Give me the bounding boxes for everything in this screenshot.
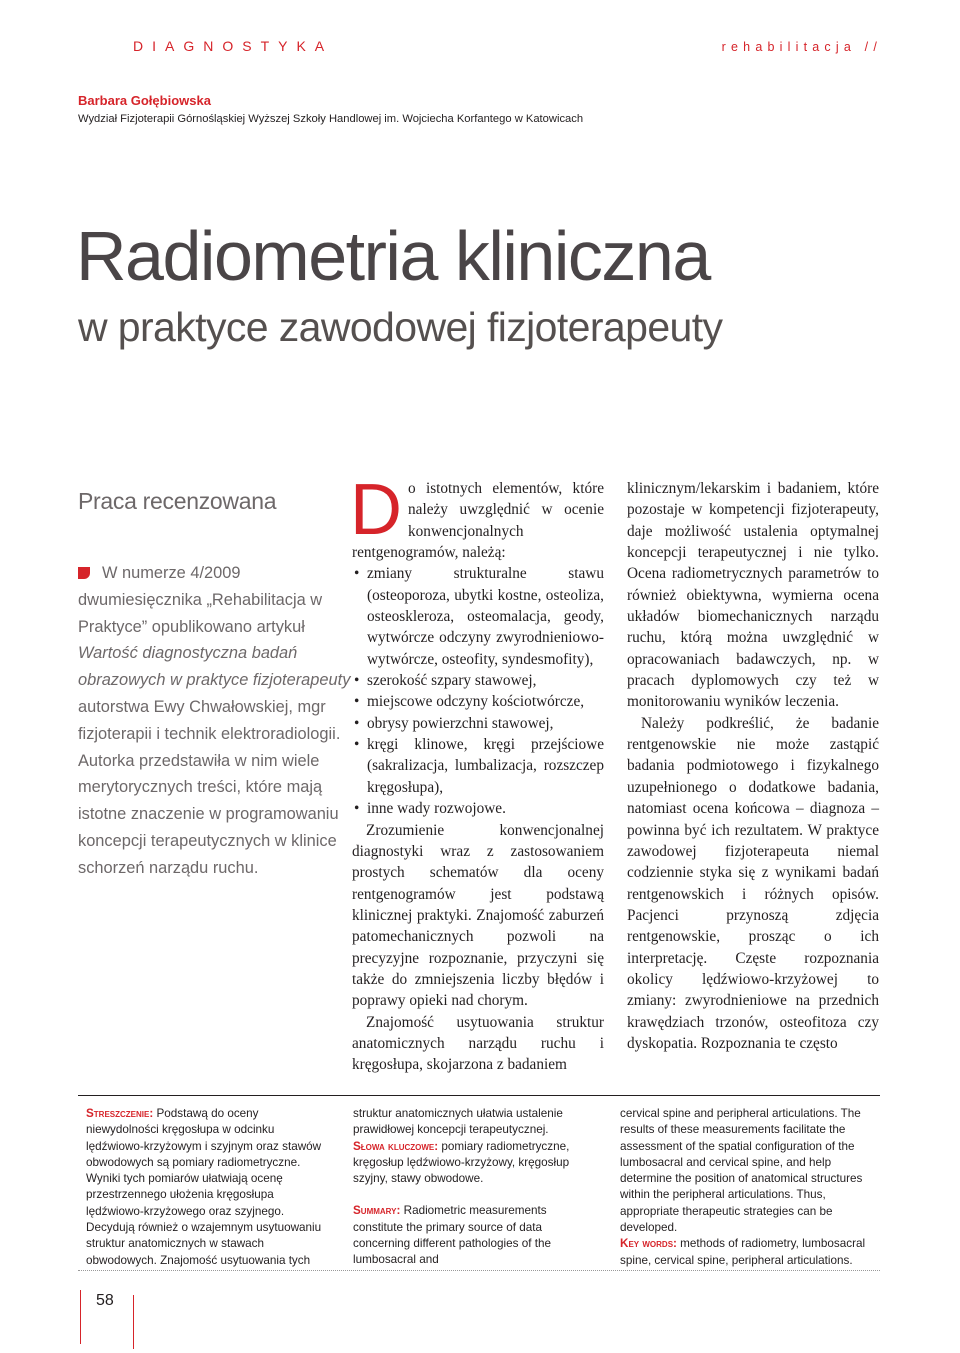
- body-paragraph: Znajomość usytuowania struktur anatomicznych narządu ruchu i kręgosłupa, skojarzona z badaniem: [352, 1013, 604, 1074]
- abstract-divider: [78, 1095, 880, 1096]
- section-label: DIAGNOSTYKA: [133, 38, 334, 54]
- journal-label: rehabilitacja //: [721, 40, 882, 54]
- list-item: • inne wady rozwojowe.: [352, 798, 604, 819]
- body-column-2: [350, 470, 604, 1076]
- lead-paragraph: [78, 560, 358, 882]
- list-item: • zmiany strukturalne stawu (osteoporoza, ubytki kostne, osteoliza, osteoskleroza, osteomalacja, geody, wytwórcze odczyny zwyrodnieniowo-wytwórcze, osteofity, syndesmofity),: [352, 563, 604, 670]
- streszczenie-text: Podstawą do oceny niewydolności kręgosłupa w odcinku lędźwiowo-krzyżowym i szyjnym oraz stawów obwodowych są pomiary radiometryczne. Wyniki tych pomiarów ułatwiają ocenę przestrzennego ułożenia kręgosłupa lędźwiowo-krzyżowego oraz szyjnego. Decydują również o wzajemnym usytuowaniu struktur anatomicznych w stawach obwodowych. Znajomość usytuowania tych: [86, 1107, 322, 1267]
- intro-paragraph: [350, 470, 604, 563]
- body-column-3: [627, 478, 879, 1054]
- article-title: Radiometria kliniczna: [76, 217, 710, 295]
- red-square-icon: [78, 567, 90, 579]
- key-words-text: methods of radiometry, lumbosacral spine, cervical spine, peripheral articulations.: [620, 1237, 866, 1267]
- slowa-kluczowe-label: Słowa kluczowe:: [353, 1139, 439, 1153]
- body-paragraph: Należy podkreślić, że badanie rentgenowskie nie może zastąpić badania podmiotowego i fizykalnego uzupełnionego o dodatkowe badania, natomiast ocena końcowa – diagnoza – powinna być ich rezultatem. W praktyce zawodowej fizjoterapeuta niemal codziennie styka się z wynikami badań rentgenowskich i różnych opisów. Pacjenci przynoszą zdjęcia rentgenowskie, prosząc o ich interpretację. Częste rozpoznania okolicy lędźwiowo-krzyżowej to zmiany: zwyrodnieniowe na przednich krawędziach trzonów, osteofitoza czy dyskopatia. Rozpoznania te często: [627, 714, 879, 1052]
- abstract-column-1: [86, 1106, 332, 1269]
- summary-text: Radiometric measurements constitute the primary source of data concerning different pathologies of the lumbosacral and: [353, 1204, 551, 1267]
- page-number-rule-left: [80, 1290, 81, 1344]
- list-item: • kręgi klinowe, kręgi przejściowe (sakralizacja, lumbalizacja, rozszczep kręgosłupa),: [352, 734, 604, 798]
- list-item: • miejscowe odczyny kościotwórcze,: [352, 691, 604, 712]
- findings-list: [352, 563, 604, 819]
- summary-continued: cervical spine and peripheral articulations. The results of these measurements facilitate the assessment of the spatial configuration of the lumbosacral and cervical spine, and help determine the position of anatomical structures within the peripheral articulations. Thus, appropriate therapeutic strategies can be developed.: [620, 1107, 863, 1235]
- list-item: • szerokość szpary stawowej,: [352, 670, 604, 691]
- author-affiliation: Wydział Fizjoterapii Górnośląskiej Wyższej Szkoły Handlowej im. Wojciecha Korfantego w Katowicach: [78, 113, 584, 125]
- peer-review-label: Praca recenzowana: [78, 488, 277, 514]
- body-paragraph: Zrozumienie konwencjonalnej diagnostyki wraz z zastosowaniem prostych schematów dla oceny rentgenogramów jest podstawą klinicznej praktyki. Znajomość zaburzeń patomechanicznych pozwoli na precyzyjne rozpoznanie, przyczyni się także do zmniejszenia liczby błędów i poprawy opieki nad chorym.: [352, 821, 604, 1010]
- abstract-column-3: [620, 1106, 866, 1269]
- page-number-rule-right: [133, 1295, 134, 1349]
- drop-cap: D: [350, 470, 402, 550]
- abstract-bottom-rule: [78, 1270, 880, 1271]
- lead-text-1: W numerze 4/2009 dwumiesięcznika „Rehabilitacja w Praktyce” opublikowano artykuł: [78, 564, 323, 636]
- key-words-label: Key words:: [620, 1237, 677, 1251]
- page-number: 58: [96, 1292, 114, 1309]
- lead-text-2: autorstwa Ewy Chwałowskiej, mgr fizjoterapii i technik elektroradiologii. Autorka przedstawiła w nim wiele merytorycznych treści, które mają istotne znaczenie w programowaniu koncepcji terapeutycznych w klinice schorzeń narządu ruchu.: [78, 697, 341, 877]
- article-subtitle: w praktyce zawodowej fizjoterapeuty: [78, 304, 723, 350]
- slowa-kluczowe-text: pomiary radiometryczne, kręgosłup lędźwiowo-krzyżowy, kręgosłup szyjny, stawy obwodowe.: [353, 1139, 570, 1186]
- lead-article-title: Wartość diagnostyczna badań obrazowych w praktyce fizjoterapeuty: [78, 644, 351, 690]
- body-paragraph: klinicznym/lekarskim i badaniem, które pozostaje w kompetencji fizjoterapeuty, daje możliwość ustalenia optymalnej koncepcji terapeutycznej i nie tylko. Ocena radiometrycznych parametrów to również obiektywna, wymierna ocena układów biomechanicznych narządu ruchu, którą można uwzględnić w opracowaniach badawczych, np. w pracach dyplomowych czy też w monitorowaniu wyników leczenia.: [627, 480, 879, 711]
- intro-text: o istotnych elementów, które należy uwzględnić w ocenie konwencjonalnych rentgenogramów, należą:: [352, 480, 604, 562]
- author-name: Barbara Gołębiowska: [78, 93, 211, 108]
- summary-label: Summary:: [353, 1204, 401, 1218]
- abstract-column-2: [353, 1106, 599, 1269]
- streszczenie-label: Streszczenie:: [86, 1107, 154, 1120]
- streszczenie-continued: struktur anatomicznych ułatwia ustalenie prawidłowej koncepcji terapeutycznej.: [353, 1107, 563, 1137]
- list-item: • obrysy powierzchni stawowej,: [352, 713, 604, 734]
